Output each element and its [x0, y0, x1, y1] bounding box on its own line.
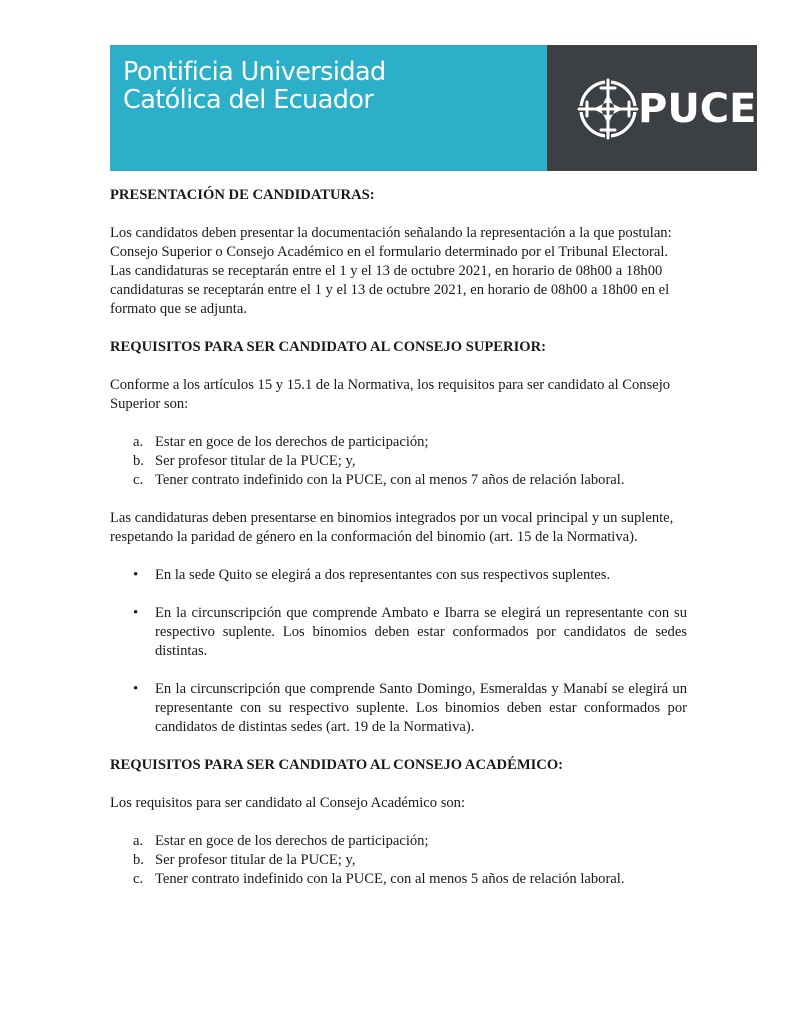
superior-requirements-list: [110, 433, 687, 490]
list-item: [110, 604, 687, 661]
list-item: [110, 452, 687, 471]
logo-panel: [547, 45, 757, 171]
list-item-text: Estar en goce de los derechos de participación;: [155, 434, 429, 450]
university-name-line2: Católica del Ecuador: [123, 85, 374, 115]
list-item-text: Ser profesor titular de la PUCE; y,: [155, 852, 356, 868]
puce-logo-text: PUCE: [638, 86, 757, 132]
sede-bullet-list: [110, 566, 687, 737]
list-item-text: Estar en goce de los derechos de participación;: [155, 833, 429, 849]
list-marker: a.: [133, 434, 144, 450]
heading-consejo-academico: REQUISITOS PARA SER CANDIDATO AL CONSEJO ACADÉMICO:: [110, 757, 564, 773]
university-name: [123, 58, 386, 114]
paragraph-presentacion: Los candidatos deben presentar la documentación señalando la representación a la que postulan: Consejo Superior o Consejo Académico en el formulario determinado por el Tribunal Electoral. Las candidaturas se receptarán entre el 1 y el 13 de octubre 2021, en horario de 08h00 a 18h00 candidaturas se receptarán entre el 1 y el 13 de octubre 2021, en horario de 08h00 a 18h00 en el formato que se adjunta.: [110, 225, 672, 317]
list-marker: b.: [133, 453, 144, 469]
list-item-text: En la sede Quito se elegirá a dos representantes con sus respectivos suplentes.: [155, 567, 611, 583]
list-marker: c.: [133, 871, 144, 887]
list-item-text: Tener contrato indefinido con la PUCE, con al menos 5 años de relación laboral.: [155, 871, 625, 887]
list-item: [110, 433, 687, 452]
list-item: [110, 870, 687, 889]
list-marker: a.: [133, 833, 144, 849]
list-item-text: En la circunscripción que comprende Ambato e Ibarra se elegirá un representante con su respectivo suplente. Los binomios deben estar conformados por candidatos de sedes distintas.: [155, 605, 687, 659]
heading-consejo-superior: REQUISITOS PARA SER CANDIDATO AL CONSEJO SUPERIOR:: [110, 339, 547, 355]
puce-emblem-icon: [577, 78, 639, 140]
document-body: [110, 186, 687, 908]
list-item: [110, 851, 687, 870]
list-marker: b.: [133, 852, 144, 868]
bullet-icon: •: [133, 567, 139, 583]
paragraph-binomios: Las candidaturas deben presentarse en binomios integrados por un vocal principal y un suplente, respetando la paridad de género en la conformación del binomio (art. 15 de la Normativa).: [110, 510, 674, 545]
list-item: [110, 832, 687, 851]
header-banner: [110, 45, 757, 171]
university-name-line1: Pontificia Universidad: [123, 57, 386, 87]
list-item-text: Ser profesor titular de la PUCE; y,: [155, 453, 356, 469]
paragraph-superior-intro: Conforme a los artículos 15 y 15.1 de la Normativa, los requisitos para ser candidato al Consejo Superior son:: [110, 377, 671, 412]
bullet-icon: •: [133, 605, 139, 621]
bullet-icon: •: [133, 681, 139, 697]
list-item-text: En la circunscripción que comprende Santo Domingo, Esmeraldas y Manabí se elegirá un representante con su respectivo suplente. Los binomios deben estar conformados por candidatos de distintas sedes (art. 19 de la Normativa).: [155, 681, 687, 735]
list-marker: c.: [133, 472, 144, 488]
university-name-panel: [110, 45, 547, 171]
list-item: [110, 680, 687, 737]
academico-requirements-list: [110, 832, 687, 889]
list-item: [110, 566, 687, 585]
heading-presentacion: PRESENTACIÓN DE CANDIDATURAS:: [110, 187, 375, 203]
list-item: [110, 471, 687, 490]
paragraph-academico-intro: Los requisitos para ser candidato al Consejo Académico son:: [110, 795, 466, 811]
list-item-text: Tener contrato indefinido con la PUCE, con al menos 7 años de relación laboral.: [155, 472, 625, 488]
